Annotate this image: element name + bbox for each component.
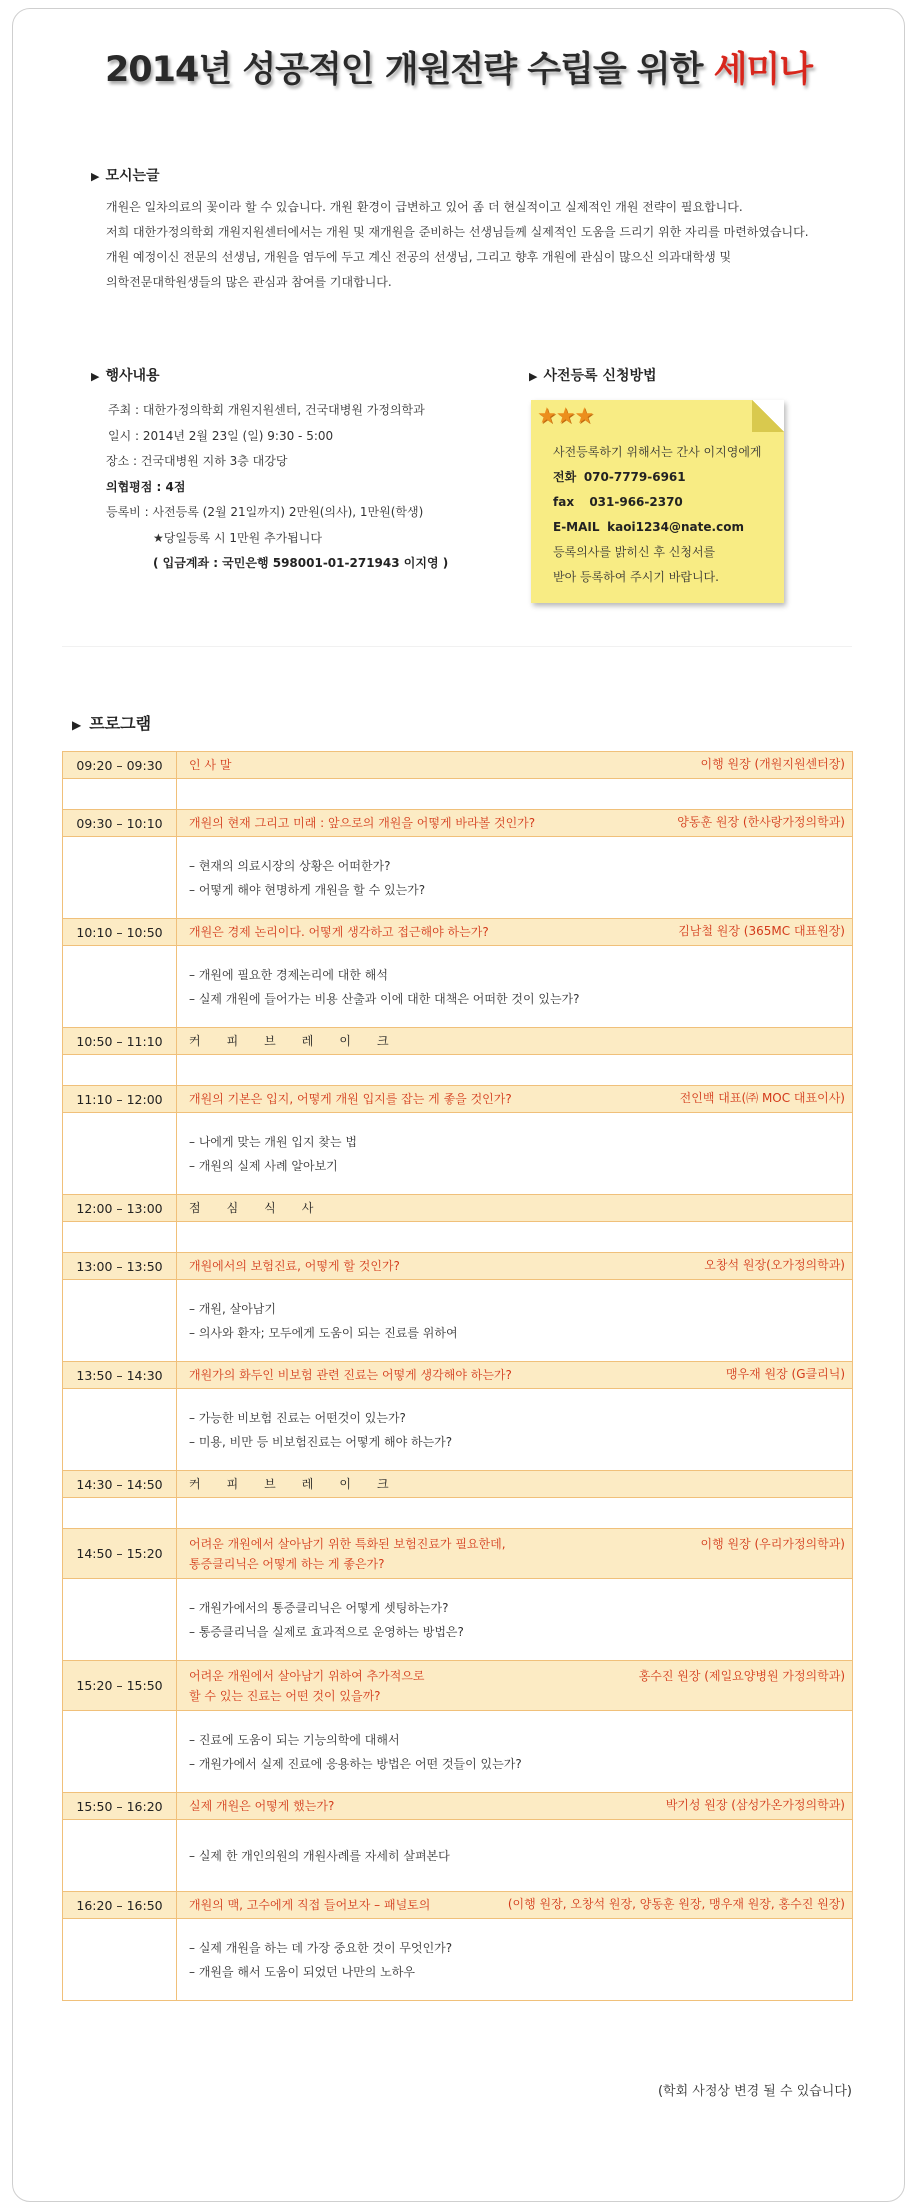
phone-label: 전화 (553, 470, 577, 484)
event-fee: 등록비 : 사전등록 (2월 21일까지) 2만원(의사), 1만원(학생) (106, 505, 424, 519)
detail-item: – 진료에 도움이 되는 기능의학에 대해서 (189, 1732, 400, 1747)
session-speaker: (이행 원장, 오창석 원장, 양동훈 원장, 맹우재 원장, 홍수진 원장) (507, 1897, 845, 1911)
empty-time-cell (63, 1389, 177, 1471)
detail-item: – 가능한 비보험 진료는 어떤것이 있는가? (189, 1410, 406, 1425)
change-notice: (학회 사정상 변경 될 수 있습니다) (657, 2084, 852, 2099)
empty-time-cell (63, 946, 177, 1028)
session-detail-row (63, 1113, 853, 1195)
session-speaker: 홍수진 원장 (제일요양병원 가정의학과) (638, 1669, 845, 1683)
session-details (177, 1389, 853, 1471)
section-divider (62, 646, 852, 647)
registration-note (531, 400, 784, 603)
session-detail-row (63, 1498, 853, 1529)
session-title: 인 사 말 (189, 757, 232, 772)
session-topic (177, 1195, 853, 1222)
session-speaker: 양동훈 원장 (한사랑가정의학과) (677, 815, 845, 829)
detail-item: – 개원, 살아남기 (189, 1301, 276, 1316)
session-details (177, 1711, 853, 1793)
empty-time-cell (63, 1498, 177, 1529)
session-time: 09:30 – 10:10 (63, 810, 177, 837)
session-title-line2: 할 수 있는 진료는 어떤 것이 있을까? (189, 1688, 381, 1703)
session-title: 개원의 맥, 고수에게 직접 들어보자 – 패널토의 (189, 1897, 431, 1912)
page-title (0, 42, 917, 92)
program-heading-label: 프로그램 (89, 714, 152, 733)
registration-heading-label: 사전등록 신청방법 (543, 368, 657, 384)
empty-time-cell (63, 837, 177, 919)
session-speaker: 전인백 대표(㈜ MOC 대표이사) (679, 1091, 845, 1105)
registration-heading (529, 365, 657, 385)
session-detail-row (63, 946, 853, 1028)
session-header-row (63, 1253, 853, 1280)
session-title: 어려운 개원에서 살아남기 위하여 추가적으로 (189, 1668, 425, 1683)
greeting-heading-label: 모시는글 (105, 168, 160, 184)
empty-time-cell (63, 1280, 177, 1362)
phone-value: 070-7779-6961 (583, 470, 686, 484)
session-speaker: 이행 원장 (개원지원센터장) (700, 757, 845, 771)
session-time: 13:50 – 14:30 (63, 1362, 177, 1389)
session-time: 15:50 – 16:20 (63, 1793, 177, 1820)
session-topic (177, 1028, 853, 1055)
program-heading (72, 711, 151, 734)
session-detail-row (63, 1919, 853, 2001)
session-details (177, 1820, 853, 1892)
session-detail-row (63, 1055, 853, 1086)
session-topic (177, 1471, 853, 1498)
event-account: ( 입금계좌 : 국민은행 598001-01-271943 이지영 ) (153, 556, 449, 570)
session-details (177, 1498, 853, 1529)
greeting-text (106, 195, 826, 295)
fax-value: 031-966-2370 (589, 495, 683, 509)
session-speaker: 박기성 원장 (삼성가온가정의학과) (665, 1798, 845, 1812)
session-title: 점심식사 (189, 1200, 340, 1215)
session-header-row (63, 1086, 853, 1113)
session-header-row (63, 1529, 853, 1579)
session-title: 어려운 개원에서 살아남기 위한 특화된 보험진료가 필요한데, (189, 1536, 506, 1551)
detail-item: – 통증클리닉을 실제로 효과적으로 운영하는 방법은? (189, 1624, 464, 1639)
greeting-line: 의학전문대학원생들의 많은 관심과 참여를 기대합니다. (106, 275, 392, 289)
session-details (177, 1222, 853, 1253)
session-details (177, 837, 853, 919)
session-title: 개원은 경제 논리이다. 어떻게 생각하고 접근해야 하는가? (189, 924, 489, 939)
event-credit: 의협평점 : 4점 (106, 479, 186, 494)
session-details (177, 1055, 853, 1086)
event-heading (91, 365, 160, 385)
empty-time-cell (63, 779, 177, 810)
session-title: 개원가의 화두인 비보험 관련 진료는 어떻게 생각해야 하는가? (189, 1367, 512, 1382)
empty-time-cell (63, 1711, 177, 1793)
session-speaker: 맹우재 원장 (G클리닉) (725, 1367, 845, 1381)
greeting-line: 개원은 일차의료의 꽃이라 할 수 있습니다. 개원 환경이 급변하고 있어 좀 더 현실적이고 실제적인 개원 전략이 필요합니다. (106, 200, 743, 214)
fax-label: fax (553, 495, 575, 509)
email-value: kaoi1234@nate.com (607, 520, 744, 534)
session-time: 16:20 – 16:50 (63, 1892, 177, 1919)
session-topic (177, 1086, 853, 1113)
session-title: 커피브레이크 (189, 1476, 415, 1491)
empty-time-cell (63, 1113, 177, 1195)
triangle-icon: ▶ (72, 718, 82, 732)
detail-item: – 어떻게 해야 현명하게 개원을 할 수 있는가? (189, 882, 426, 897)
session-time: 10:50 – 11:10 (63, 1028, 177, 1055)
session-time: 10:10 – 10:50 (63, 919, 177, 946)
session-header-row (63, 1793, 853, 1820)
detail-item: – 개원을 해서 도움이 되었던 나만의 노하우 (189, 1964, 415, 1979)
detail-item: – 개원가에서의 통증클리닉은 어떻게 셋팅하는가? (189, 1600, 449, 1615)
session-detail-row (63, 1389, 853, 1471)
session-topic (177, 752, 853, 779)
session-detail-row (63, 1280, 853, 1362)
session-details (177, 1113, 853, 1195)
greeting-heading (91, 165, 160, 185)
session-speaker: 김남철 원장 (365MC 대표원장) (678, 924, 845, 938)
session-details (177, 1579, 853, 1661)
session-title: 개원의 기본은 입지, 어떻게 개원 입지를 잡는 게 좋을 것인가? (189, 1091, 512, 1106)
session-detail-row (63, 837, 853, 919)
title-main: 2014년 성공적인 개원전략 수립을 위한 (104, 50, 714, 90)
detail-item: – 미용, 비만 등 비보험진료는 어떻게 해야 하는가? (189, 1434, 453, 1449)
program-table (62, 751, 853, 2001)
session-topic (177, 1793, 853, 1820)
event-details (106, 398, 448, 577)
title-highlight: 세미나 (713, 50, 813, 90)
session-header-row (63, 1471, 853, 1498)
session-header-row (63, 919, 853, 946)
triangle-icon: ▶ (91, 170, 100, 183)
event-date: 일시 : 2014년 2월 23일 (일) 9:30 - 5:00 (108, 428, 334, 443)
session-header-row (63, 810, 853, 837)
empty-time-cell (63, 1222, 177, 1253)
session-details (177, 1919, 853, 2001)
session-title-line2: 통증클리닉은 어떻게 하는 게 좋은가? (189, 1556, 385, 1571)
session-topic (177, 1253, 853, 1280)
star-icons: ★★★ (537, 404, 594, 429)
session-time: 14:50 – 15:20 (63, 1529, 177, 1579)
email-label: E-MAIL (553, 520, 600, 534)
event-place: 장소 : 건국대병원 지하 3층 대강당 (106, 454, 288, 468)
greeting-line: 개원 예정이신 전문의 선생님, 개원을 염두에 두고 계신 전공의 선생님, 그리고 향후 개원에 관심이 많으신 의과대학생 및 (106, 250, 732, 264)
detail-item: – 개원에 필요한 경제논리에 대한 해석 (189, 967, 388, 982)
empty-time-cell (63, 1579, 177, 1661)
detail-item: – 실제 개원을 하는 데 가장 중요한 것이 무엇인가? (189, 1940, 453, 1955)
empty-time-cell (63, 1919, 177, 2001)
session-detail-row (63, 1579, 853, 1661)
session-details (177, 946, 853, 1028)
session-time: 11:10 – 12:00 (63, 1086, 177, 1113)
session-detail-row (63, 1820, 853, 1892)
registration-intro: 사전등록하기 위해서는 간사 이지영에게 (553, 445, 762, 459)
empty-time-cell (63, 1055, 177, 1086)
detail-item: – 개원가에서 실제 진료에 응용하는 방법은 어떤 것들이 있는가? (189, 1756, 522, 1771)
session-title: 실제 개원은 어떻게 했는가? (189, 1798, 335, 1813)
session-header-row (63, 1661, 853, 1711)
event-heading-label: 행사내용 (105, 368, 160, 384)
session-title: 개원의 현재 그리고 미래 : 앞으로의 개원을 어떻게 바라볼 것인가? (189, 815, 536, 830)
registration-line: 등록의사를 밝히신 후 신청서를 (553, 545, 716, 559)
session-speaker: 이행 원장 (우리가정의학과) (700, 1537, 845, 1551)
detail-item: – 실제 한 개인의원의 개원사례를 자세히 살펴본다 (189, 1848, 450, 1863)
session-topic (177, 1362, 853, 1389)
triangle-icon: ▶ (91, 370, 100, 383)
note-fold (752, 400, 784, 432)
session-detail-row (63, 1222, 853, 1253)
session-header-row (63, 1195, 853, 1222)
session-time: 14:30 – 14:50 (63, 1471, 177, 1498)
session-header-row (63, 1362, 853, 1389)
triangle-icon: ▶ (529, 370, 538, 383)
session-details (177, 1280, 853, 1362)
session-details (177, 779, 853, 810)
session-topic (177, 1661, 853, 1711)
empty-time-cell (63, 1820, 177, 1892)
session-time: 12:00 – 13:00 (63, 1195, 177, 1222)
detail-item: – 실제 개원에 들어가는 비용 산출과 이에 대한 대책은 어떠한 것이 있는가? (189, 991, 580, 1006)
session-topic (177, 1892, 853, 1919)
session-detail-row (63, 779, 853, 810)
session-title: 커피브레이크 (189, 1033, 415, 1048)
detail-item: – 의사와 환자; 모두에게 도움이 되는 진료를 위하여 (189, 1325, 458, 1340)
detail-item: – 현재의 의료시장의 상황은 어떠한가? (189, 858, 391, 873)
session-time: 15:20 – 15:50 (63, 1661, 177, 1711)
registration-line: 받아 등록하여 주시기 바랍니다. (553, 570, 719, 584)
session-header-row (63, 1028, 853, 1055)
detail-item: – 개원의 실제 사례 알아보기 (189, 1158, 338, 1173)
session-speaker: 오창석 원장(오가정의학과) (704, 1258, 845, 1272)
greeting-line: 저희 대한가정의학회 개원지원센터에서는 개원 및 재개원을 준비하는 선생님들께 실제적인 도움을 드리기 위한 자리를 마련하였습니다. (106, 225, 809, 239)
session-topic (177, 1529, 853, 1579)
session-topic (177, 919, 853, 946)
session-title: 개원에서의 보험진료, 어떻게 할 것인가? (189, 1258, 400, 1273)
session-header-row (63, 752, 853, 779)
session-detail-row (63, 1711, 853, 1793)
event-host: 주최 : 대한가정의학회 개원지원센터, 건국대병원 가정의학과 (108, 403, 425, 417)
event-onsite: ★당일등록 시 1만원 추가됩니다 (153, 530, 322, 545)
session-topic (177, 810, 853, 837)
session-header-row (63, 1892, 853, 1919)
detail-item: – 나에게 맞는 개원 입지 찾는 법 (189, 1134, 357, 1149)
session-time: 09:20 – 09:30 (63, 752, 177, 779)
session-time: 13:00 – 13:50 (63, 1253, 177, 1280)
